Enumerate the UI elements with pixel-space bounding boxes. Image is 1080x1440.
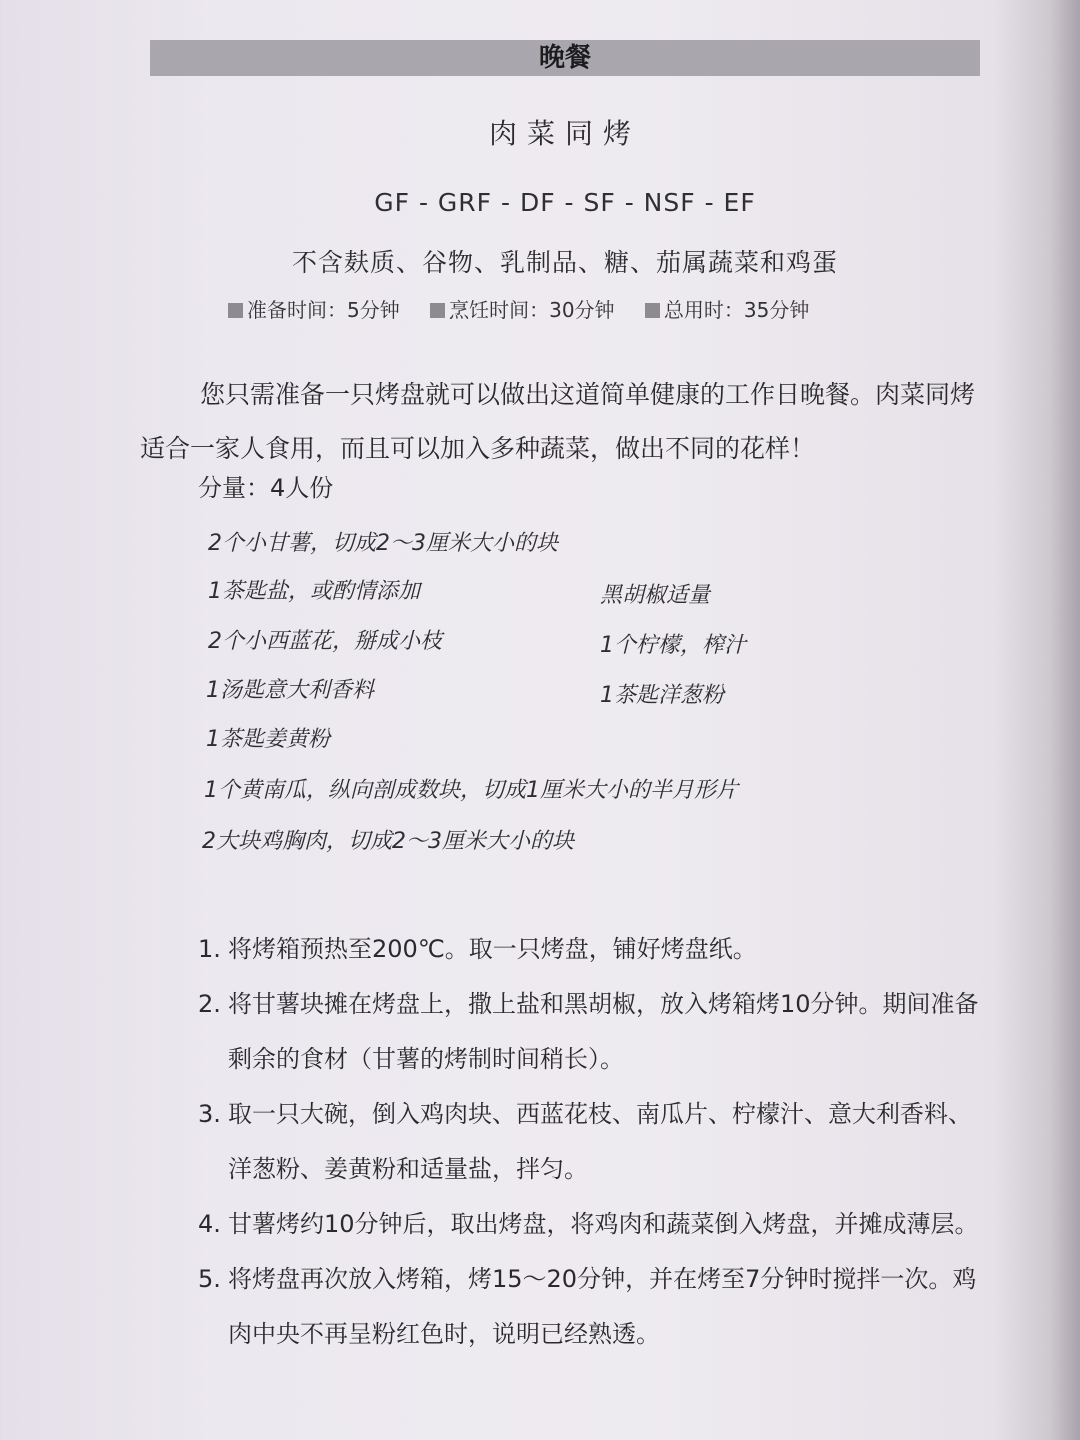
recipe-intro: 您只需准备一只烤盘就可以做出这道简单健康的工作日晚餐。肉菜同烤适合一家人食用，而且可以加入多种蔬菜，做出不同的花样！ — [140, 380, 976, 463]
square-bullet-icon — [645, 303, 660, 318]
step-item — [198, 1197, 988, 1252]
step-item — [198, 977, 988, 1087]
square-bullet-icon — [430, 303, 445, 318]
step-item — [198, 1252, 988, 1362]
step-number: 5. — [198, 1265, 221, 1293]
servings: 分量：4人份 — [198, 474, 334, 502]
step-item — [198, 922, 988, 977]
cook-time-text: 烹饪时间：30分钟 — [449, 298, 615, 322]
total-time-text: 总用时：35分钟 — [663, 298, 810, 322]
section-header: 晚餐 — [150, 40, 980, 76]
ingredient-item: 1个柠檬，榨汁 — [600, 633, 746, 658]
ingredient-item: 1茶匙洋葱粉 — [600, 683, 724, 708]
ingredient-item: 2个小甘薯，切成2～3厘米大小的块 — [208, 531, 558, 556]
time-info — [228, 294, 833, 323]
ingredient-item: 1茶匙盐，或酌情添加 — [208, 579, 420, 604]
step-number: 3. — [198, 1100, 221, 1128]
total-time — [645, 298, 809, 322]
step-text: 将烤箱预热至200℃。取一只烤盘，铺好烤盘纸。 — [228, 935, 757, 963]
steps-list — [198, 922, 988, 1362]
prep-time-text: 准备时间：5分钟 — [247, 298, 400, 322]
ingredient-item: 黑胡椒适量 — [600, 583, 711, 608]
free-from-line: 不含麸质、谷物、乳制品、糖、茄属蔬菜和鸡蛋 — [291, 248, 838, 277]
recipe-title: 肉菜同烤 — [488, 117, 641, 150]
step-item — [198, 1087, 988, 1197]
ingredient-item: 1茶匙姜黄粉 — [206, 727, 330, 752]
ingredient-item: 2个小西蓝花，掰成小枝 — [208, 629, 442, 654]
step-text: 取一只大碗，倒入鸡肉块、西蓝花枝、南瓜片、柠檬汁、意大利香料、洋葱粉、姜黄粉和适量盐，拌匀。 — [228, 1100, 972, 1183]
ingredient-item: 2大块鸡胸肉，切成2～3厘米大小的块 — [202, 829, 574, 854]
cook-time — [430, 298, 614, 322]
prep-time — [228, 298, 400, 322]
step-number: 1. — [198, 935, 221, 963]
step-text: 甘薯烤约10分钟后，取出烤盘，将鸡肉和蔬菜倒入烤盘，并摊成薄层。 — [228, 1210, 979, 1238]
step-text: 将烤盘再次放入烤箱，烤15～20分钟，并在烤至7分钟时搅拌一次。鸡肉中央不再呈粉红色时，说明已经熟透。 — [228, 1265, 977, 1348]
step-text: 将甘薯块摊在烤盘上，撒上盐和黑胡椒，放入烤箱烤10分钟。期间准备剩余的食材（甘薯的烤制时间稍长）。 — [228, 990, 979, 1073]
step-number: 4. — [198, 1210, 221, 1238]
diet-tags: GF - GRF - DF - SF - NSF - EF — [374, 188, 756, 217]
square-bullet-icon — [228, 303, 243, 318]
step-number: 2. — [198, 990, 221, 1018]
ingredient-item: 1个黄南瓜，纵向剖成数块，切成1厘米大小的半月形片 — [204, 778, 738, 803]
ingredient-item: 1汤匙意大利香料 — [206, 678, 374, 703]
